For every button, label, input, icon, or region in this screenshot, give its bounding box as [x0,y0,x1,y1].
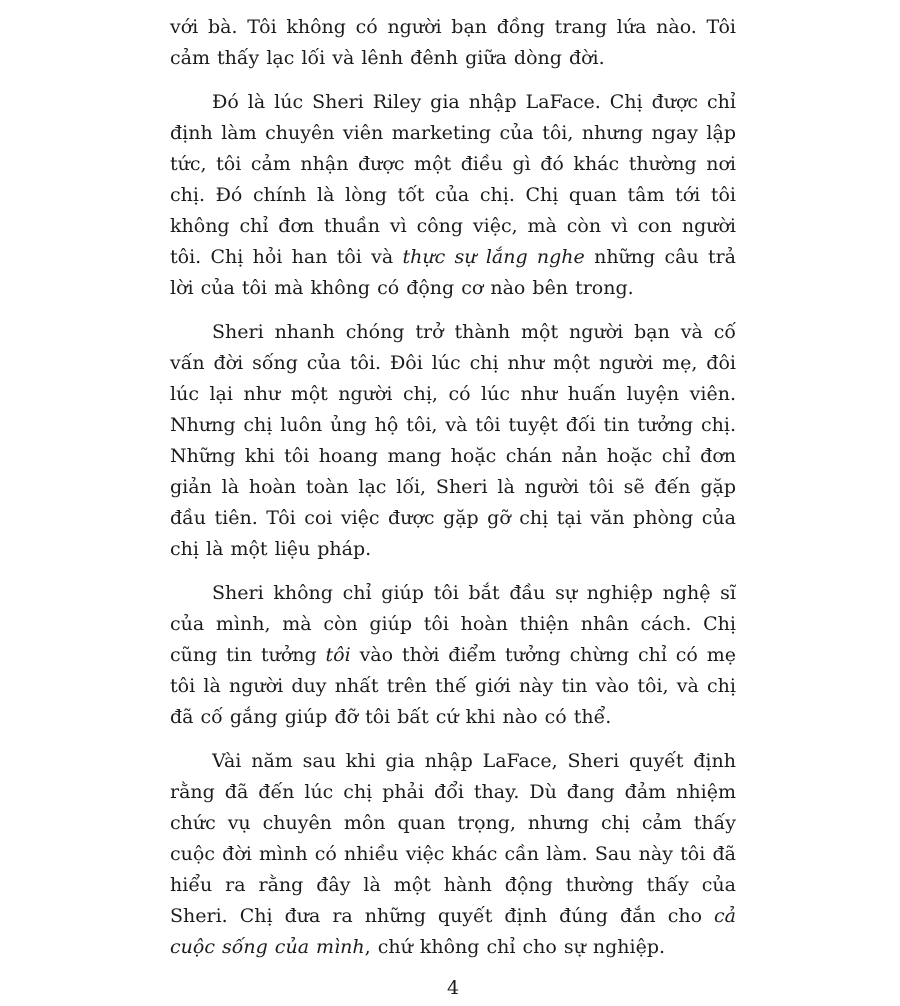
paragraph [170,12,736,74]
paragraph [170,746,736,963]
body-text: Sheri nhanh chóng trở thành một người bạn và cố vấn đời sống của tôi. Đôi lúc chị như một người mẹ, đôi lúc lại như một người chị, có lúc như huấn luyện viên. Nhưng chị luôn ủng hộ tôi, và tôi tuyệt đối tin tưởng chị. Những khi tôi hoang mang hoặc chán nản hoặc chỉ đơn giản là hoàn toàn lạc lối, Sheri là người tôi sẽ đến gặp đầu tiên. Tôi coi việc được gặp gỡ chị tại văn phòng của chị là một liệu pháp. [170,321,736,560]
paragraph [170,317,736,565]
paragraph [170,578,736,733]
body-text: Vài năm sau khi gia nhập LaFace, Sheri quyết định rằng đã đến lúc chị phải đổi thay. Dù đang đảm nhiệm chức vụ chuyên môn quan trọng, nhưng chị cảm thấy cuộc đời mình có nhiều việc khác cần làm. Sau này tôi đã hiểu ra rằng đây là một hành động thường thấy của Sheri. Chị đưa ra những quyết định đúng đắn cho [170,750,736,927]
italic-text: tôi [325,644,351,666]
page-number: 4 [446,977,460,999]
italic-text: cả cuộc sống của mình [170,905,736,958]
italic-text: thực sự lắng nghe [402,246,585,268]
body-text: , chứ không chỉ cho sự nghiệp. [364,936,666,958]
body-text: vào thời điểm tưởng chừng chỉ có mẹ tôi là người duy nhất trên thế giới này tin vào tôi, và chị đã cố gắng giúp đỡ tôi bất cứ khi nào có thể. [170,644,736,728]
paragraph [170,87,736,304]
body-text: Sheri không chỉ giúp tôi bắt đầu sự nghiệp nghệ sĩ của mình, mà còn giúp tôi hoàn thiện nhân cách. Chị cũng tin tưởng [170,582,736,666]
body-text: Đó là lúc Sheri Riley gia nhập LaFace. Chị được chỉ định làm chuyên viên marketing của tôi, nhưng ngay lập tức, tôi cảm nhận được một điều gì đó khác thường nơi chị. Đó chính là lòng tốt của chị. Chị quan tâm tới tôi không chỉ đơn thuần vì công việc, mà còn vì con người tôi. Chị hỏi han tôi và [170,91,736,268]
body-text: những câu trả lời của tôi mà không có động cơ nào bên trong. [170,246,737,299]
body-text: với bà. Tôi không có người bạn đồng trang lứa nào. Tôi cảm thấy lạc lối và lênh đênh giữa dòng đời. [170,16,736,69]
page-text [170,12,736,976]
